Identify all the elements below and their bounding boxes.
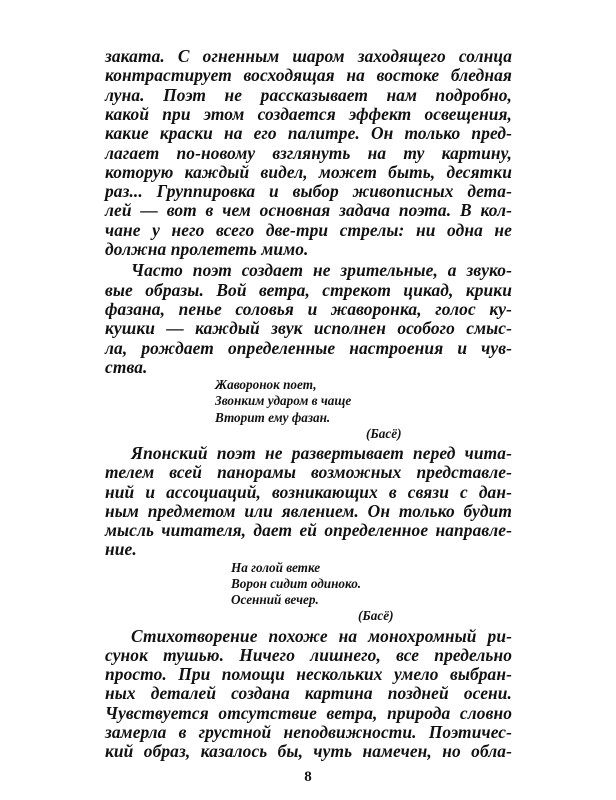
text-line: замерла в грустной неподвижности. Поэтичес- [105,722,512,742]
poem-line: Звонким ударом в чаще [215,393,352,409]
text-line: контрастирует восходящая на востоке бледная [105,65,512,86]
text-line: ства. [105,356,148,377]
poem-attribution: (Басё) [358,608,394,624]
text-line: ным предметом или явлением. Он только будит [105,500,512,521]
text-line: фазана, пенье соловья и жаворонка, голос ку- [105,298,512,319]
text-line: мысль читателя, дает ей определенное направле- [105,520,512,541]
text-line: ла, рождает определенные настроения и чув- [105,337,512,358]
text-line: заката. С огненным шаром заходящего солнца [105,46,512,66]
poem-line: На голой ветке [231,559,321,575]
text-line: раз... Группировка и выбор живописных дета- [105,181,512,202]
text-line: кий образ, казалось бы, чуть намечен, но обла- [105,741,512,762]
poem-line: Ворон сидит одиноко. [231,575,362,591]
poem-line: Осенний вечер. [231,592,319,608]
text-line: какие краски на его палитре. Он только пред- [105,123,512,144]
text-line: должна пролететь мимо. [105,239,309,259]
text-line: Чувствуется отсутствие ветра, природа словно [105,702,512,723]
page-number: 8 [304,768,312,785]
text-line: Стихотворение похоже на монохромный ри- [131,625,512,646]
text-line: просто. При помощи нескольких умело выбран- [105,664,512,685]
text-line: какой при этом создается эффект освещения, [105,103,512,124]
text-line: ний и ассоциаций, возникающих в связи с дан- [105,481,512,502]
text-line: ных деталей создана картина поздней осени. [105,683,512,704]
poem-line: Вторит ему фазан. [215,409,331,425]
text-line: телем всей панорамы возможных представле- [105,462,512,483]
text-line: Японский поэт не развертывает перед чита- [131,442,512,463]
text-line: сунок тушью. Ничего лишнего, все предельно [105,644,512,665]
poem-line: Жаворонок поет, [215,377,317,393]
text-line: кушки — каждый звук исполнен особого смыс- [105,318,512,339]
text-line: лей — вот в чем основная задача поэта. В кол- [105,200,512,221]
text-line: вые образы. Вой ветра, стрекот цикад, крики [105,279,512,300]
text-line: ние. [105,539,137,560]
poem-attribution: (Басё) [366,425,402,441]
text-line: лагает по-новому взглянуть на ту картину, [105,142,512,163]
text-line: Часто поэт создает не зрительные, а звуко- [131,260,512,281]
text-line: луна. Поэт не рассказывает нам подробно, [105,84,512,105]
text-line: чане у него всего две-три стрелы: ни одна не [105,219,512,240]
text-line: которую каждый видел, может быть, десятки [105,161,512,182]
